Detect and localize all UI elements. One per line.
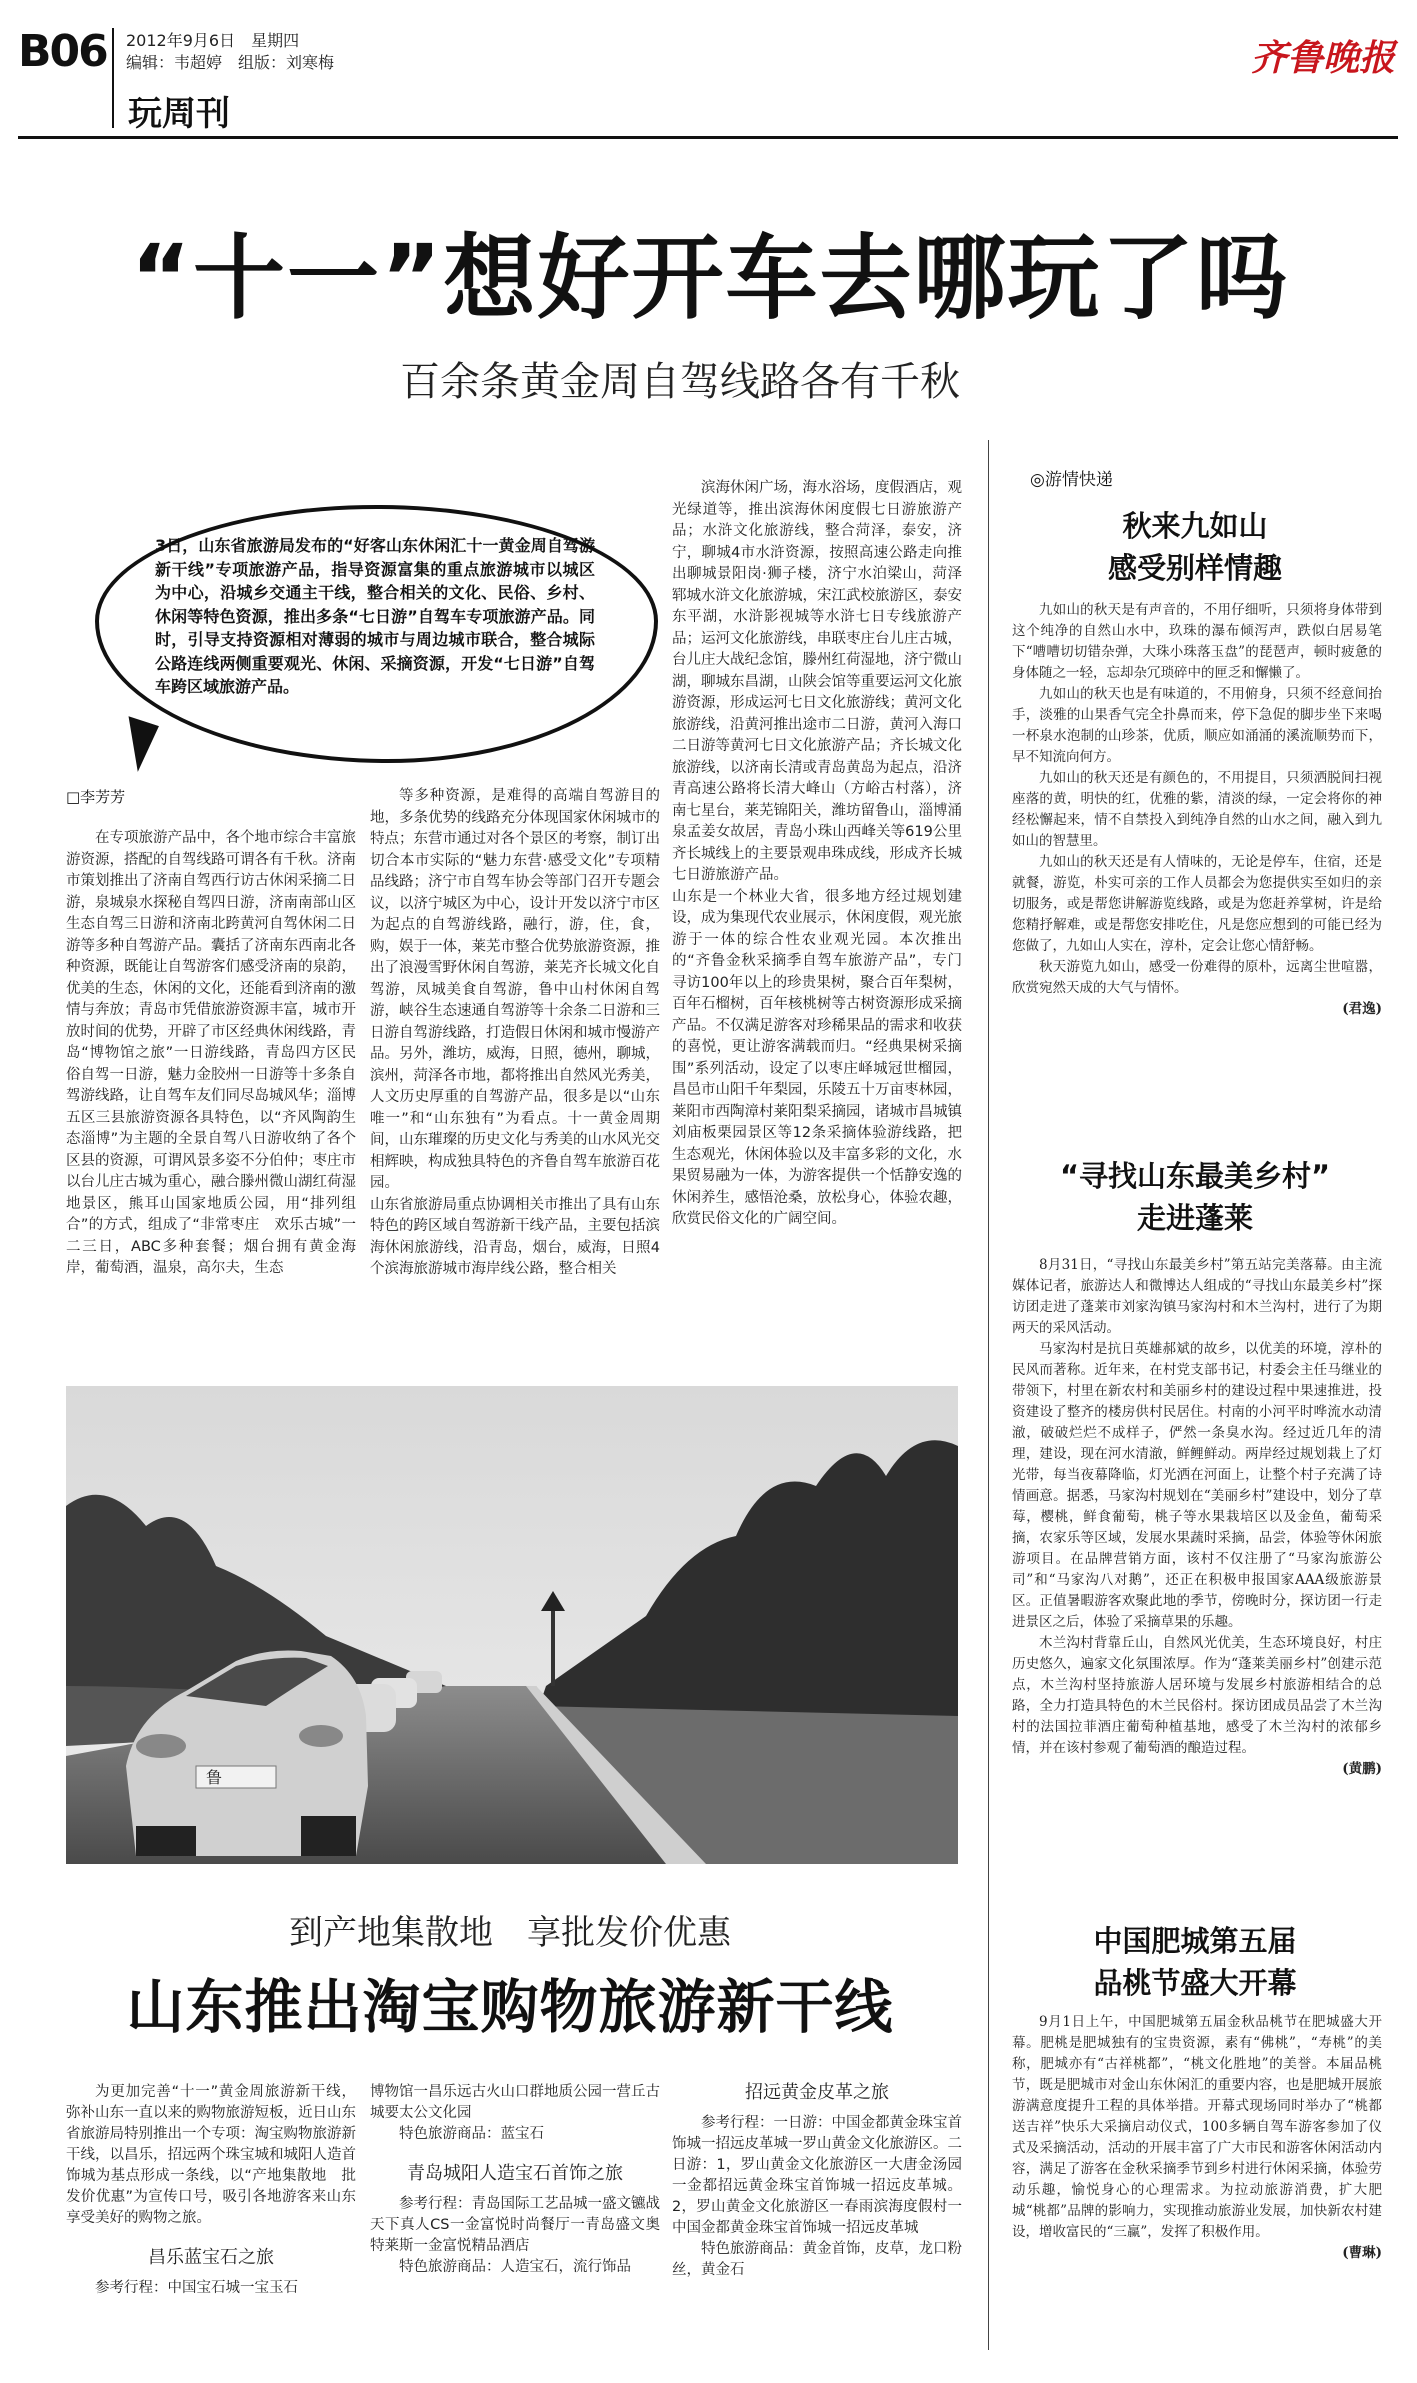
- story2-subhead: 到产地集散地 享批发价优惠: [289, 1913, 731, 1953]
- sidebar-story1-title: [1030, 505, 1360, 589]
- sidebar-story1-body: [1012, 600, 1382, 1020]
- lead-bubble-tail: [113, 716, 159, 773]
- qingdao-heading: 青岛城阳人造宝石首饰之旅: [407, 2163, 623, 2184]
- editors-line: 编辑：韦超婷 组版：刘寒梅: [126, 53, 335, 72]
- issue-meta: [126, 30, 334, 74]
- story2-column-1: [66, 2082, 356, 2299]
- page-number: B06: [18, 26, 107, 77]
- s3-para: 9月1日上午，中国肥城第五届金秋品桃节在肥城盛大开幕。肥桃是肥城独有的宝贵资源，素有“佛桃”，“寿桃”的美称，肥城亦有“古祥桃都”，“桃文化胜地”的美誉。本届品桃节，既是肥城市对金山东休闲汇的重要内容，也是肥城开展旅游满意度提升工程的具体举措。开幕式现场同时举办了“桃都送吉祥”快乐大采摘启动仪式，100多辆自驾车游客参加了仪式及采摘活动，活动的开展丰富了广大市民和游客休闲活动内容，满足了游客在金秋采摘季节到乡村进行休闲采摘，体验劳动乐趣，愉悦身心的心理需求。为拉动旅游消费，扩大肥城“桃都”品牌的影响力，实现推动旅游业发展，加快新农村建设，增收富民的“三赢”，发挥了积极作用。: [1012, 2014, 1382, 2240]
- section-title: 玩周刊: [128, 94, 230, 134]
- sidebar-story2-body: [1012, 1255, 1382, 1780]
- story2-intro: 为更加完善“十一”黄金周旅游新干线，弥补山东一直以来的购物旅游短板，近日山东省旅游局特别推出一个专项：淘宝购物旅游新干线，以昌乐，招远两个珠宝城和城阳人造首饰城为基点形成一条线，以“产地集散地 批发价优惠”为宣传口号，吸引各地游客来山东享受美好的购物之旅。: [66, 2084, 356, 2226]
- highway-car-photo: [66, 1386, 958, 1864]
- s2-signature: (黄鹏): [1342, 1761, 1382, 1777]
- qingdao-route: 参考行程：青岛国际工艺品城一盛文镳战天下真人CS一金富悦时尚餐厅一青岛盛文奥特莱斯一金富悦精品酒店: [370, 2196, 660, 2254]
- s3-title-line1: 中国肥城第五届: [1093, 1924, 1297, 1958]
- sidebar-divider: [988, 440, 989, 2350]
- changle-heading: 昌乐蓝宝石之旅: [148, 2247, 274, 2268]
- newspaper-logo: 齐鲁晚报: [1250, 37, 1395, 79]
- changle-route-cont: 博物馆一昌乐远古火山口群地质公园一营丘古城要太公文化园: [370, 2084, 660, 2121]
- lead-text: 3日，山东省旅游局发布的“好客山东休闲汇十一黄金周自驾游新干线”专项旅游产品，指导资源富集的重点旅游城市以城区为中心，沿城乡交通主干线，整合相关的文化、民俗、乡村、休闲等特色资源，推出多条“七日游”自驾车专项旅游产品。同时，引导支持资源相对薄弱的城市与周边城市联合，整合城际公路连线两侧重要观光、休闲、采摘资源，开发“七日游”自驾车跨区域旅游产品。: [155, 536, 595, 696]
- header-divider: [112, 28, 114, 128]
- s2-para: 木兰沟村背靠丘山，自然风光优美，生态环境良好，村庄历史悠久，遍家文化氛围浓厚。作为“蓬莱美丽乡村”创建示范点，木兰沟村坚持旅游人居环境与发展乡村旅游相结合的总路，全力打造具特色的木兰民俗村。探访团成员品尝了木兰沟村的法国拉菲酒庄葡萄种植基地，感受了木兰沟村的浓郁乡情，并在该村参观了葡萄酒的酿造过程。: [1012, 1635, 1382, 1756]
- s1-para: 九如山的秋天还是有人情味的，无论是停车，住宿，还是就餐，游览，朴实可亲的工作人员都会为您提供实至如归的亲切服务，或是帮您讲解游览线路，或是为您赶养掌树，许是给您精抒解难，或是帮您安排吃住，凡是您应想到的可能已经为您做了，九如山人实在，淳朴，定会让您心情舒畅。: [1012, 854, 1382, 954]
- article-column-3: 滨海休闲广场，海水浴场，度假酒店，观光绿道等，推出滨海休闲度假七日游旅游产品；水浒文化旅游线，整合菏泽，泰安，济宁，聊城4市水浒资源，按照高速公路走向推出聊城景阳岗·狮子楼，济宁水泊梁山，菏泽郓城水浒文化旅游城，宋江武校旅游区，泰安东平湖，水浒影视城等水浒七日专线旅游产品；运河文化旅游线，串联枣庄台儿庄古城，台儿庄大战纪念馆，滕州红荷湿地，济宁微山湖，聊城东昌湖，山陕会馆等重要运河文化旅游资源，形成运河七日文化旅游线；黄河文化旅游线，沿黄河推出途市二日游，黄河入海口二日游等黄河七日文化旅游产品；齐长城文化旅游线，以济南长清或青岛黄岛为起点，沿济青高速公路将长清大峰山（方峪古村落），济南七星台，莱芜锦阳关，潍坊留鲁山，淄博涌泉孟姜女故居，青岛小珠山西峰关等619公里齐长城线上的主要景观串珠成线，形成齐长城七日游旅游产品。 山东是一个林业大省，很多地方经过规划建设，成为集现代农业展示，休闲度假，观光旅游于一体的综合性农业观光园。本次推出的“齐鲁金秋采摘季自驾车旅游产品”，专门寻访100年以上的珍贵果树，聚合百年梨树，百年石榴树，百年核桃树等古树资源形成采摘产品。不仅满足游客对珍稀果品的需求和收获的喜悦，更让游客满载而归。“经典果树采摘围”系列活动，设定了以枣庄峄城冠世榴园，昌邑市山阳千年梨园，乐陵五十万亩枣林园，莱阳市西陶漳村莱阳梨采摘园，诸城市昌城镇刘庙板栗园景区等12条采摘体验游线路，把生态观光，休闲体验以及丰富多彩的文化，水果贸易融为一体，为游客提供一个恬静安逸的休闲养生，感悟沧桑，放松身心，体验农趣，欣赏民俗文化的广阔空间。: [672, 480, 962, 1227]
- story2-column-2: [370, 2082, 660, 2278]
- header-rule: [18, 136, 1398, 139]
- zhaoyuan-heading: 招远黄金皮革之旅: [745, 2082, 889, 2103]
- sidebar-story3-body: [1012, 2012, 1382, 2264]
- s1-para: 九如山的秋天也是有味道的，不用俯身，只须不经意间抬手，淡雅的山果香气完全扑鼻而来，停下急促的脚步坐下来喝一杯泉水泡制的山珍茶，优质，顺应如涌涌的溪流顺势而下，早不知流向何方。: [1012, 686, 1382, 765]
- main-headline: “十一”想好开车去哪玩了吗: [130, 225, 1290, 332]
- s2-para: 马家沟村是抗日英雄郝斌的故乡，以优美的环境，淳朴的民风而著称。近年来，在村党支部书记，村委会主任马继业的带领下，村里在新农村和美丽乡村的建设过程中果速推进，投资建设了整齐的楼房供村民居住。村南的小河平时哗流水动清澈，破破烂烂不成样子，俨然一条臭水沟。经过近几年的清理，建设，现在河水清澈，鲜鲤鲜动。两岸经过规划栽上了灯光带，每当夜幕降临，灯光洒在河面上，让整个村子充满了诗情画意。据悉，马家沟村规划在“美丽乡村”建设中，划分了草莓，樱桃，鲜食葡萄，桃子等水果栽培区以及金鱼，葡萄采摘，农家乐等区域，发展水果蔬时采摘，品尝，体验等休闲旅游项目。在品牌营销方面，该村不仅注册了“马家沟旅游公司”和“马家沟八对鹅”，还正在积极申报国家AAA级旅游景区。正值暑暇游客欢聚此地的季节，傍晚时分，探访团一行走进景区之后，体验了采摘草果的乐趣。: [1012, 1341, 1382, 1630]
- changle-route: 参考行程：中国宝石城一宝玉石: [95, 2280, 298, 2296]
- article-column-2: 等多种资源，是难得的高端自驾游目的地，多条优势的线路充分体现国家休闲城市的特点；东营市通过对各个景区的考察，制订出切合本市实际的“魅力东营·感受文化”专项精品线路；济宁市自驾车协会等部门召开专题会议，以济宁城区为中心，设计开发以济宁市区为起点的自驾游线路，融行，游，住，食，购，娱于一体，莱芜市整合优势旅游资源，推出了浪漫雪野休闲自驾游，莱芜齐长城文化自驾游，凤城美食自驾游，鲁中山村休闲自驾游，峡谷生态速通自驾游等十余条二日游和三日游自驾游线路，打造假日休闲和城市慢游产品。另外，潍坊，威海，日照，德州，聊城，滨州，菏泽各市地，都将推出自然风光秀美，人文历史厚重的自驾游产品，很多是以“山东唯一”和“山东独有”为看点。十一黄金周期间，山东璀璨的历史文化与秀美的山水风光交相辉映，构成独具特色的齐鲁自驾车旅游百花园。 山东省旅游局重点协调相关市推出了具有山东特色的跨区域自驾游新干线产品，主要包括滨海休闲旅游线，沿青岛，烟台，威海，日照4个滨海旅游城市海岸线公路，整合相关: [370, 788, 660, 1277]
- sidebar-story2-title: [1030, 1155, 1360, 1239]
- s1-para: 秋天游览九如山，感受一份难得的原朴，远离尘世喧嚣，欣赏宛然天成的大气与情怀。: [1012, 959, 1382, 996]
- article-column-1: 在专项旅游产品中，各个地市综合丰富旅游资源，搭配的自驾线路可谓各有千秋。济南市策划推出了济南自驾西行访古休闲采摘二日游，泉城泉水探秘自驾四日游，济南南部山区生态自驾三日游和济南北跨黄河自驾休闲二日游等多种自驾游产品。囊括了济南东西南北各种资源，既能让自驾游客们感受济南的泉韵，优美的生态，休闲的文化，还能看到济南的激情与奔放；青岛市凭借旅游资源丰富，城市开放时间的优势，开辟了市区经典休闲线路，青岛“博物馆之旅”一日游线路，青岛四方区民俗自驾一日游，魅力金胶州一日游等十多条自驾游线路，让自驾车友们同尽岛城风华；淄博五区三县旅游资源各具特色，以“齐风陶韵生态淄博”为主题的全景自驾八日游收纳了各个区县的资源，可谓风景多姿不分伯仲；枣庄市以台儿庄古城为重心，融合滕州微山湖红荷湿地景区，熊耳山国家地质公园，用“排列组合”的方式，组成了“非常枣庄 欢乐古城”一二三日，ABC多种套餐；烟台拥有黄金海岸，葡萄酒，温泉，高尔夫，生态: [66, 830, 356, 1276]
- s1-para: 九如山的秋天还是有颜色的，不用提目，只须洒脱间扫视座落的黄，明快的红，优雅的紫，清淡的绿，一定会将你的神经松懈起来，情不自禁投入到纯净自然的山水之间，融入到九如山的智慧里。: [1012, 770, 1382, 849]
- s2-para: 8月31日，“寻找山东最美乡村”第五站完美落幕。由主流媒体记者，旅游达人和微博达人组成的“寻找山东最美乡村”探访团走进了蓬莱市刘家沟镇马家沟村和木兰沟村，进行了为期两天的采风活动。: [1012, 1257, 1382, 1336]
- main-subhead: 百余条黄金周自驾线路各有千秋: [400, 359, 960, 405]
- license-plate-text: 鲁: [206, 1768, 223, 1787]
- s3-signature: (曹琳): [1342, 2245, 1382, 2261]
- sidebar-story3-title: [1030, 1920, 1360, 2004]
- changle-product: 特色旅游商品：蓝宝石: [399, 2126, 544, 2142]
- s1-para: 九如山的秋天是有声音的，不用仔细听，只须将身体带到这个纯净的自然山水中，玖珠的瀑布倾泻声，跌似白居易笔下“嘈嘈切切错杂弹，大珠小珠落玉盘”的琵琶声，顿时疲惫的身体随之一轻，忘却杂冗琐碎中的匣乏和懈懒了。: [1012, 602, 1382, 681]
- s2-title-line1: “寻找山东最美乡村”: [1059, 1159, 1331, 1193]
- qingdao-product: 特色旅游商品：人造宝石，流行饰品: [399, 2259, 631, 2275]
- story2-headline: 山东推出淘宝购物旅游新干线: [126, 1973, 894, 2041]
- s1-signature: (君逸): [1342, 1001, 1382, 1017]
- s2-title-line2: 走进蓬莱: [1136, 1201, 1253, 1235]
- zhaoyuan-route: 参考行程：一日游：中国金都黄金珠宝首饰城一招远皮革城一罗山黄金文化旅游区。二日游：1，罗山黄金文化旅游区一大唐金汤园一金都招远黄金珠宝首饰城一招远皮革城。2，罗山黄金文化旅游区一春雨滨海度假村一中国金都黄金珠宝首饰城一招远皮革城: [672, 2115, 962, 2236]
- story2-column-3: [672, 2082, 962, 2281]
- s3-title-line2: 品桃节盛大开幕: [1093, 1966, 1297, 2000]
- s1-title-line2: 感受别样情趣: [1107, 551, 1282, 585]
- byline: □李芳芳: [66, 788, 126, 806]
- sidebar-section-label: ◎游情快递: [1030, 470, 1113, 490]
- issue-date: 2012年9月6日 星期四: [126, 31, 300, 50]
- s1-title-line1: 秋来九如山: [1122, 509, 1268, 543]
- zhaoyuan-product: 特色旅游商品：黄金首饰，皮草，龙口粉丝，黄金石: [672, 2241, 962, 2278]
